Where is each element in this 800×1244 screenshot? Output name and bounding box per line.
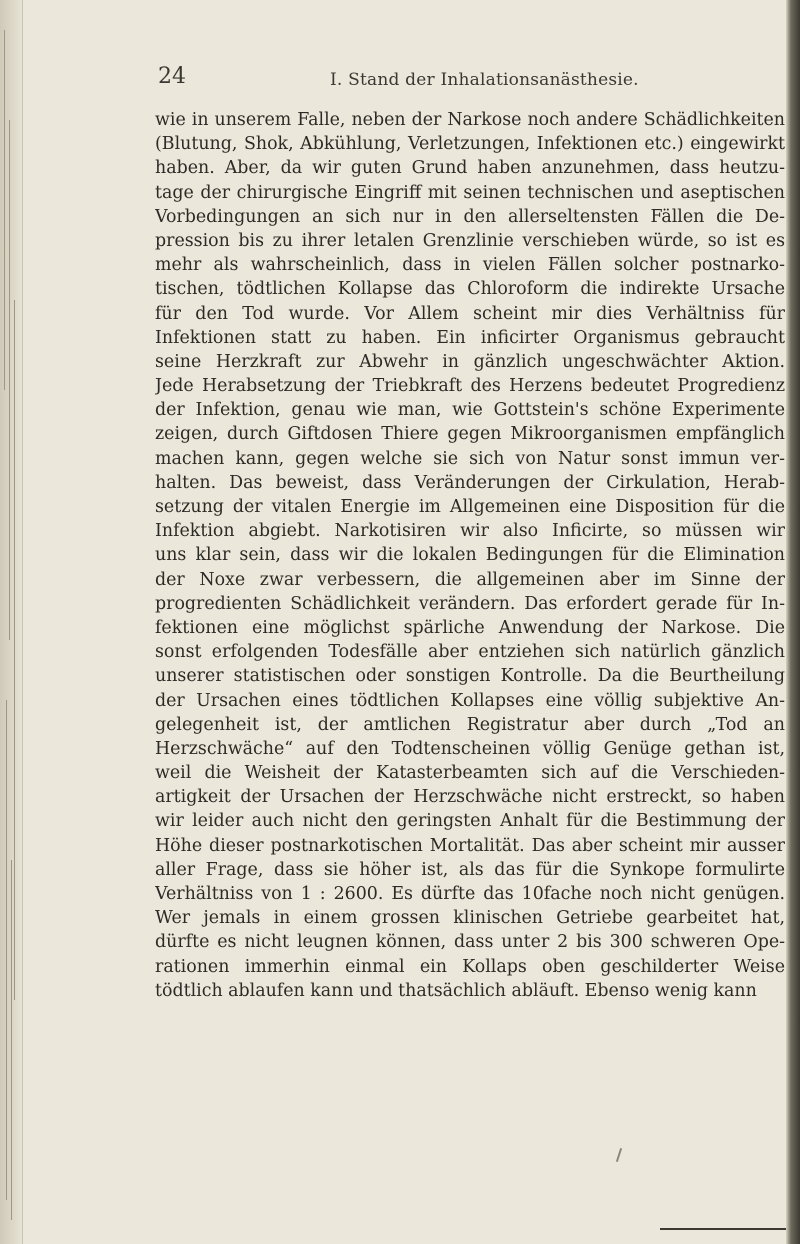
page-edge-shadow xyxy=(786,0,800,1244)
text-line: Infektionen statt zu haben. Ein inficirter Organismus gebraucht xyxy=(155,327,785,348)
page-number: 24 xyxy=(158,64,186,89)
text-line: artigkeit der Ursachen der Herzschwäche nicht erstreckt, so haben xyxy=(155,787,785,808)
text-line: sonst erfolgenden Todesfälle aber entziehen sich natürlich gänzlich xyxy=(155,642,785,663)
text-line: dürfte es nicht leugnen können, dass unter 2 bis 300 schweren Ope- xyxy=(155,932,785,953)
running-title: I. Stand der Inhalationsanästhesie. xyxy=(330,70,639,90)
text-line: für den Tod wurde. Vor Allem scheint mir dies Verhältniss für xyxy=(155,303,785,324)
text-line: tischen, tödtlichen Kollapse das Chloroform die indirekte Ursache xyxy=(155,279,785,300)
text-line: aller Frage, dass sie höher ist, als das für die Synkope formulirte xyxy=(155,859,785,880)
body-text xyxy=(155,108,785,1003)
text-line: wir leider auch nicht den geringsten Anhalt für die Bestimmung der xyxy=(155,811,785,832)
text-line: unserer statistischen oder sonstigen Kontrolle. Da die Beurtheilung xyxy=(155,666,785,687)
text-line: gelegenheit ist, der amtlichen Registratur aber durch „Tod an xyxy=(155,714,785,735)
text-line: tödtlich ablaufen kann und thatsächlich abläuft. Ebenso wenig kann xyxy=(155,980,757,1001)
text-line: tage der chirurgische Eingriff mit seinen technischen und aseptischen xyxy=(155,182,785,203)
book-page xyxy=(18,0,786,1244)
text-line: pression bis zu ihrer letalen Grenzlinie verschieben würde, so ist es xyxy=(155,230,785,251)
ink-mark xyxy=(616,1148,622,1162)
text-line: Verhältniss von 1 : 2600. Es dürfte das 10fache noch nicht genügen. xyxy=(155,884,785,904)
text-line: zeigen, durch Giftdosen Thiere gegen Mikroorganismen empfänglich xyxy=(155,424,785,445)
binding-gutter xyxy=(0,0,23,1244)
text-line: Wer jemals in einem grossen klinischen Getriebe gearbeitet hat, xyxy=(155,908,785,929)
text-line: uns klar sein, dass wir die lokalen Bedingungen für die Elimination xyxy=(155,545,785,566)
text-line: wie in unserem Falle, neben der Narkose noch andere Schädlichkeiten xyxy=(155,110,785,130)
text-line: setzung der vitalen Energie im Allgemeinen eine Disposition für die xyxy=(155,497,785,517)
text-line: haben. Aber, da wir guten Grund haben anzunehmen, dass heutzu- xyxy=(155,158,785,179)
text-line: fektionen eine möglichst spärliche Anwendung der Narkose. Die xyxy=(155,617,785,638)
text-line: rationen immerhin einmal ein Kollaps oben geschilderter Weise xyxy=(155,956,785,977)
text-line: der Infektion, genau wie man, wie Gottstein's schöne Experimente xyxy=(155,400,785,421)
text-line: Jede Herabsetzung der Triebkraft des Herzens bedeutet Progredienz xyxy=(155,376,785,397)
text-line: Herzschwäche“ auf den Todtenscheinen völlig Genüge gethan ist, xyxy=(155,738,785,759)
text-line: Infektion abgiebt. Narkotisiren wir also Inficirte, so müssen wir xyxy=(155,521,785,542)
text-line: mehr als wahrscheinlich, dass in vielen Fällen solcher postnarko- xyxy=(155,255,785,276)
text-line: (Blutung, Shok, Abkühlung, Verletzungen, Infektionen etc.) eingewirkt xyxy=(155,134,785,155)
text-line: der Noxe zwar verbessern, die allgemeinen aber im Sinne der xyxy=(155,569,785,590)
text-line: seine Herzkraft zur Abwehr in gänzlich ungeschwächter Aktion. xyxy=(155,351,785,372)
text-line: weil die Weisheit der Katasterbeamten sich auf die Verschieden- xyxy=(155,763,785,784)
text-line: progredienten Schädlichkeit verändern. Das erfordert gerade für In- xyxy=(155,593,785,614)
text-line: Höhe dieser postnarkotischen Mortalität. Das aber scheint mir ausser xyxy=(155,835,785,856)
text-line: machen kann, gegen welche sie sich von Natur sonst immun ver- xyxy=(155,448,785,469)
text-line: der Ursachen eines tödtlichen Kollapses eine völlig subjektive An- xyxy=(155,690,785,711)
bottom-edge-line xyxy=(660,1228,786,1230)
text-line: halten. Das beweist, dass Veränderungen der Cirkulation, Herab- xyxy=(155,472,785,493)
text-line: Vorbedingungen an sich nur in den allerseltensten Fällen die De- xyxy=(155,206,785,227)
